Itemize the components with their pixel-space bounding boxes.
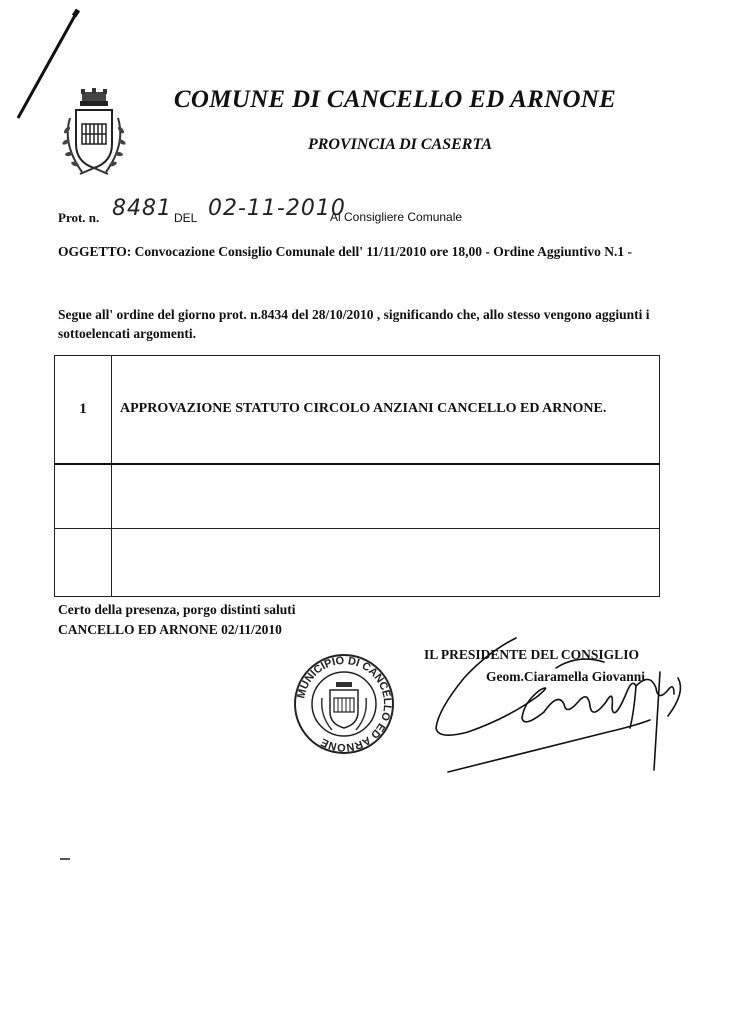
- signatory-name: Geom.Ciaramella Giovanni: [486, 669, 645, 684]
- table-row: [55, 528, 660, 596]
- closing-greeting: Certo della presenza, porgo distinti saluti: [58, 602, 296, 617]
- signatory-role: IL PRESIDENTE DEL CONSIGLIO: [424, 647, 639, 662]
- recipient: Al Consigliere Comunale: [330, 210, 463, 224]
- province-subtitle: PROVINCIA DI CASERTA: [307, 136, 493, 153]
- svg-text:MUNICIPIO DI CANCELLO ED ARNON: MUNICIPIO DI CANCELLO ED ARNONE: [295, 654, 394, 754]
- table-row: [55, 356, 660, 464]
- official-seal-icon: [292, 652, 396, 756]
- municipality-title: COMUNE DI CANCELLO ED ARNONE: [173, 86, 617, 113]
- agenda-number: 1: [55, 356, 112, 464]
- protocol-label: Prot. n.: [58, 210, 100, 225]
- protocol-date: 02-11-2010: [208, 196, 346, 221]
- coat-of-arms-icon: [56, 88, 132, 184]
- handwritten-signature: [428, 632, 698, 782]
- closing-place-date: CANCELLO ED ARNONE 02/11/2010: [58, 622, 282, 637]
- closing-block: [58, 600, 296, 640]
- agenda-item: [112, 528, 660, 596]
- subject-line: OGGETTO: Convocazione Consiglio Comunale dell' 11/11/2010 ore 18,00 - Ordine Aggiuntivo N.1 -: [58, 244, 633, 259]
- intro-paragraph: Segue all' ordine del giorno prot. n.8434 del 28/10/2010 , significando che, allo stesso vengono aggiunti i sottoelencati argomenti.: [58, 307, 650, 341]
- date-label: DEL: [174, 211, 198, 225]
- agenda-number: [55, 464, 112, 528]
- protocol-number: 8481: [112, 196, 172, 221]
- agenda-number: [55, 528, 112, 596]
- agenda-table: [54, 355, 660, 597]
- agenda-item: [112, 464, 660, 528]
- protocol-line: [58, 196, 698, 228]
- table-row: [55, 464, 660, 528]
- margin-mark: [60, 858, 70, 860]
- agenda-item: APPROVAZIONE STATUTO CIRCOLO ANZIANI CANCELLO ED ARNONE.: [112, 356, 660, 464]
